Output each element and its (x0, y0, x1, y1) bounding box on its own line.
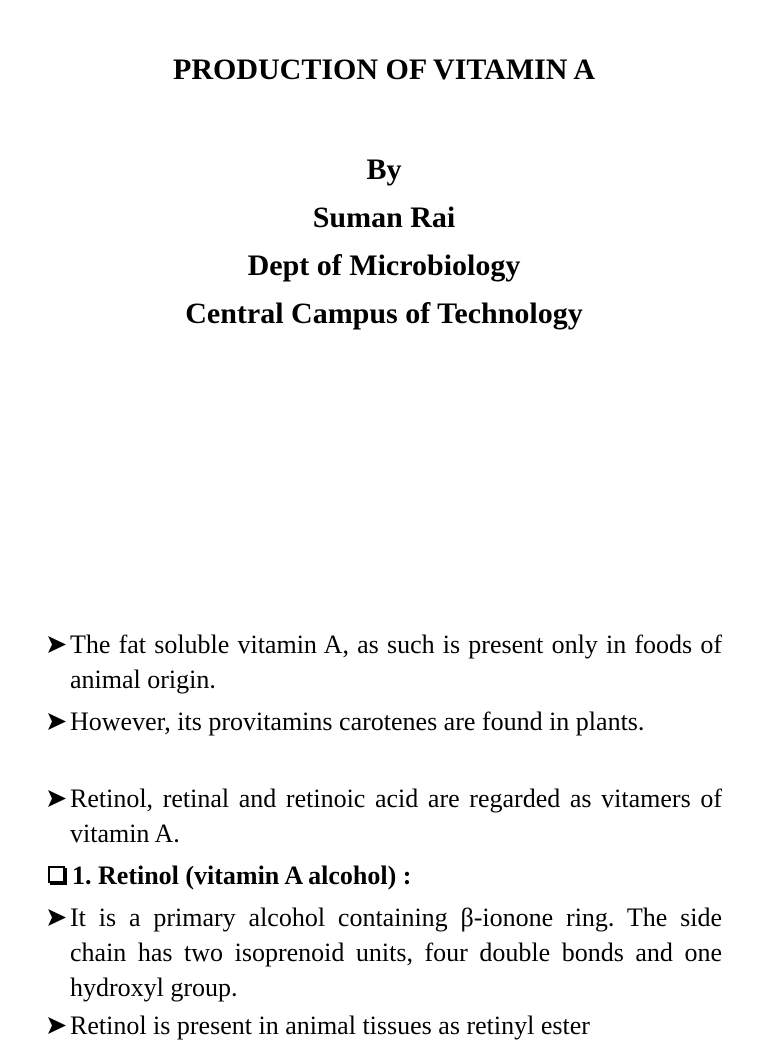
section-heading (46, 858, 722, 893)
bullet-text: Retinol is present in animal tissues as retinyl ester (70, 1011, 590, 1040)
page-title: PRODUCTION OF VITAMIN A (173, 53, 595, 86)
bullet-item (46, 900, 722, 1005)
bullet-item (46, 627, 722, 697)
square-bullet-icon (48, 866, 65, 883)
bullet-text: It is a primary alcohol containing β-ionone ring. The side chain has two isoprenoid units, four double bonds and one hydroxyl group. (70, 903, 722, 1002)
bullet-item (46, 704, 722, 739)
arrow-bullet-icon (46, 1008, 70, 1043)
author-name: Suman Rai (312, 201, 456, 234)
author-block (0, 146, 768, 338)
bullet-text: However, its provitamins carotenes are found in plants. (70, 707, 645, 736)
arrow-bullet-icon (46, 704, 70, 739)
institution: Central Campus of Technology (185, 297, 583, 330)
bullet-item (46, 1008, 722, 1043)
section-heading-text: 1. Retinol (vitamin A alcohol) : (72, 861, 412, 890)
bullet-item (46, 781, 722, 851)
arrow-bullet-icon (46, 627, 70, 662)
by-line: By (366, 153, 402, 186)
content-slide (0, 620, 768, 1040)
department: Dept of Microbiology (247, 249, 521, 282)
bullet-text: The fat soluble vitamin A, as such is present only in foods of animal origin. (70, 630, 722, 694)
arrow-bullet-icon (46, 781, 70, 816)
bullet-text: Retinol, retinal and retinoic acid are regarded as vitamers of vitamin A. (70, 784, 722, 848)
arrow-bullet-icon (46, 900, 70, 935)
